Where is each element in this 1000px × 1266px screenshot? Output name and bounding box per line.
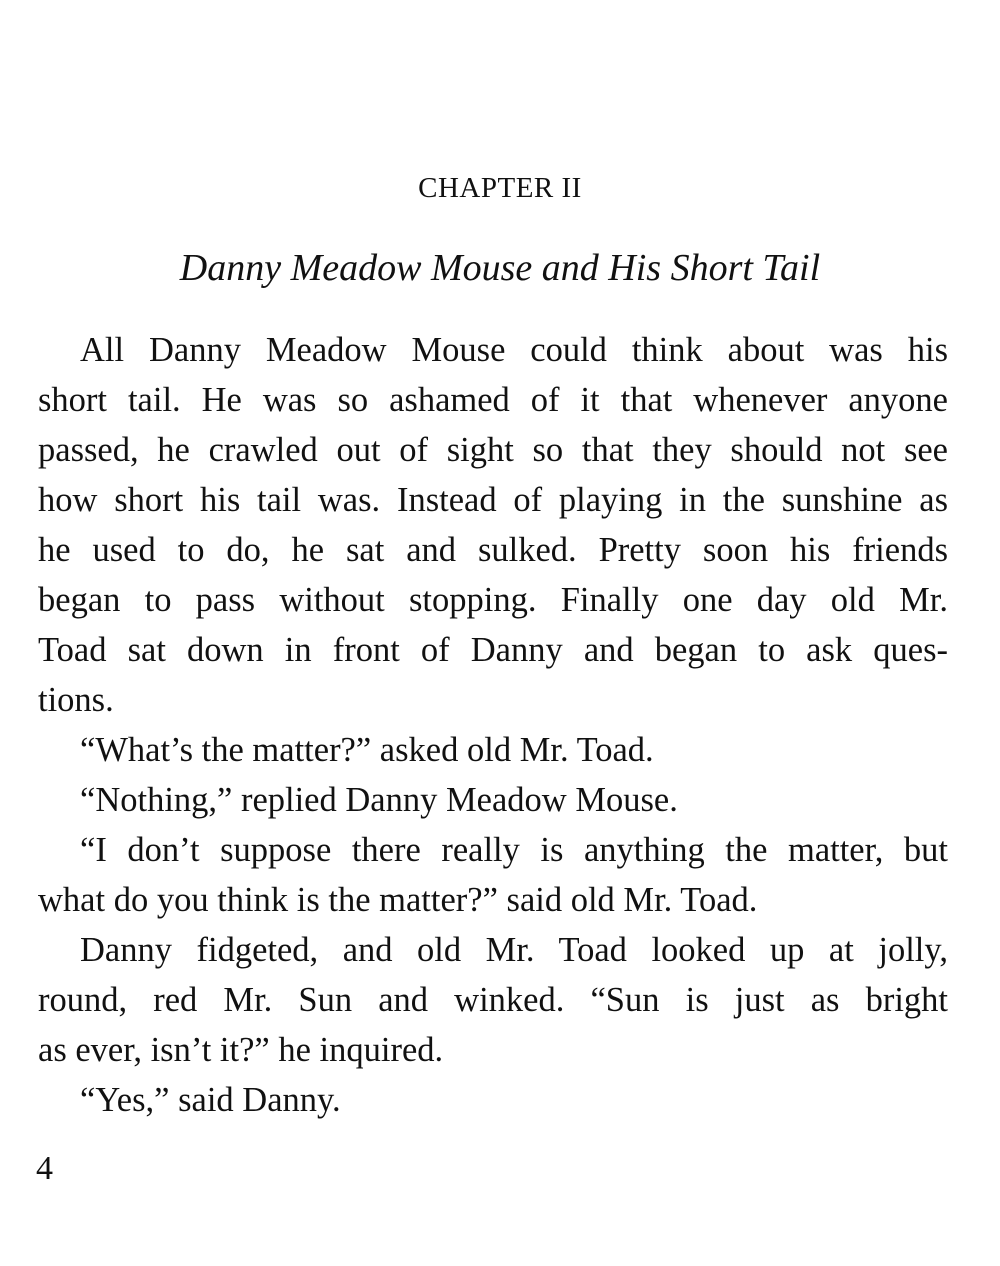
text-line: began to pass without stopping. Finally one day old Mr. [38,581,948,619]
text-line: Danny fidgeted, and old Mr. Toad looked up at jolly, [80,931,948,969]
text-line: tions. [38,681,114,719]
page-number: 4 [36,1150,53,1187]
text-line: he used to do, he sat and sulked. Pretty soon his friends [38,531,948,569]
text-line: “Yes,” said Danny. [80,1081,341,1119]
text-line: “I don’t suppose there really is anything the matter, but [80,831,948,869]
text-line: Toad sat down in front of Danny and began to ask ques- [38,631,948,669]
text-line: how short his tail was. Instead of playing in the sunshine as [38,481,948,519]
text-line: as ever, isn’t it?” he inquired. [38,1031,444,1069]
body-text [38,325,948,1125]
text-line: what do you think is the matter?” said old Mr. Toad. [38,881,758,919]
text-line: “Nothing,” replied Danny Meadow Mouse. [80,781,678,819]
chapter-title: Danny Meadow Mouse and His Short Tail [179,247,821,289]
text-line: short tail. He was so ashamed of it that whenever anyone [38,381,948,419]
chapter-heading: CHAPTER II [418,172,582,204]
text-line: “What’s the matter?” asked old Mr. Toad. [80,731,654,769]
text-line: round, red Mr. Sun and winked. “Sun is just as bright [38,981,948,1019]
text-line: passed, he crawled out of sight so that they should not see [38,431,948,469]
text-line: All Danny Meadow Mouse could think about was his [80,331,948,369]
